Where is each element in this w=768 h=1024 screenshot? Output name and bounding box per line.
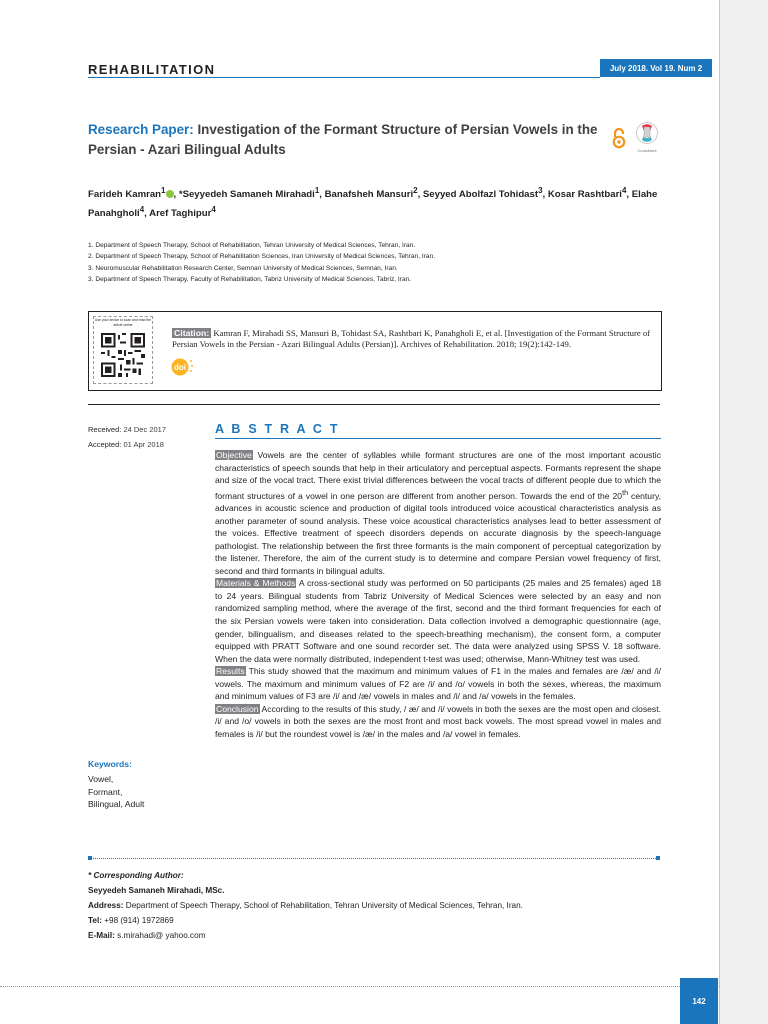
abstract-conclusion: Conclusion According to the results of this study, / æ/ and /i/ vowels in both the sexes are the most open and closest. /i/ and /o/ vowels in both the sexes are the most front and most back vowels. The most spread vowel in males and females is /i/ but the roundest vowel is /æ/ in the males and /a/ vowel in females. <box>215 703 661 739</box>
corresponding-divider <box>88 858 660 859</box>
journal-name: REHABILITATION <box>88 62 216 77</box>
title-prefix: Research Paper: <box>88 122 194 137</box>
affiliation-item: 2. Department of Speech Therapy, School of Rehabilitation Sciences, Iran University of Medical Sciences, Tehran, Iran. <box>88 253 436 261</box>
svg-text:CrossMark: CrossMark <box>637 148 657 153</box>
keyword-item: Vowel, <box>88 774 114 784</box>
section-label: Objective <box>216 450 252 460</box>
author-name: Elahe Panahgholi <box>88 189 658 220</box>
article-title <box>88 120 598 160</box>
accepted-date: Accepted: 01 Apr 2018 <box>88 440 164 449</box>
author-name: Banafsheh Mansuri <box>324 189 414 201</box>
affiliation-item: 3. Department of Speech Therapy, Faculty of Rehabilitation, Tabriz University of Medical Sciences, Tabriz, Iran. <box>88 275 412 283</box>
citation-text <box>172 328 652 350</box>
author-name: Seyyed Abolfazl Tohidast <box>422 189 539 201</box>
right-margin-line <box>719 0 720 1024</box>
open-access-icon[interactable] <box>611 127 627 149</box>
abstract-rule <box>215 438 661 439</box>
abstract-methods: Materials & Methods A cross-sectional study was performed on 50 participants (25 males and 25 females) aged 18 to 24 years. Bilingual students from Tabriz University of Medical Sciences were selected by an easy and non randomized sampling method, where the average of the first, second and the third formant frequencies for each of the six Persian vowels were taken into consideration. Data collection involved a demographic questionnaire (age, gender, bilingualism, and diseases related to the speech-breathing mechanism), the consent form, a computer equipped with PRATT Software and one sound recorder set. The data were analyzed using SPSS V. 18 software. When the data were normally distributed, independent t-test was used; otherwise, Mann-Whitney test was used. <box>215 578 661 664</box>
corresponding-name: Seyyedeh Samaneh Mirahadi, MSc. <box>88 886 225 895</box>
corresponding-author <box>88 868 523 943</box>
orcid-icon[interactable] <box>166 190 174 198</box>
footer-dotted-line <box>0 986 720 987</box>
section-divider <box>88 404 660 405</box>
section-label: Conclusion <box>216 703 259 714</box>
author-name: Farideh Kamran <box>88 189 162 201</box>
crossmark-icon[interactable] <box>633 121 661 155</box>
abstract-heading: A B S T R A C T <box>215 422 340 436</box>
author-name: *Seyyedeh Samaneh Mirahadi <box>178 189 315 201</box>
corresponding-heading: * Corresponding Author: <box>88 871 184 880</box>
article-dates <box>88 422 166 452</box>
affiliation-item: 1. Department of Speech Therapy, School of Rehabilitation, Tehran University of Medical Sciences, Tehran, Iran. <box>88 242 416 249</box>
author-list: Farideh Kamran$^1$ , *Seyyedeh Samaneh Mirahadi$^1$, Banafsheh Mansuri$^2$, Seyyed Abolfazl Tohidast$^3$, Kosar Rashtbari$^4$, Elahe Panahgholi$^4$, Aref Taghipur$^4$ <box>88 186 658 220</box>
keyword-item: Bilingual, Adult <box>88 799 145 809</box>
divider-square <box>656 856 660 860</box>
corresponding-tel: Tel: +98 (914) 1972869 <box>88 916 174 925</box>
qr-code[interactable] <box>101 333 145 377</box>
issue-badge: July 2018. Vol 19. Num 2 <box>600 59 712 77</box>
keyword-item: Formant, <box>88 786 123 797</box>
received-date: Received: 24 Dec 2017 <box>88 425 166 434</box>
affiliations <box>88 240 668 285</box>
divider-square <box>88 856 92 860</box>
abstract-objective: Objective Vowels are the center of syllables while formant structures are one of the most important acoustic characteristics of speech sounds that help in their articulatory and perceptual aspects. Formants represent the shape and size of the vocal tract. There exist trivial differences between the vocal tracts of different people due to which the formant structures of a vowel in one person are different from another person. Towards the end of the 20th century, advances in acoustic science and production of digital tools introduced voice acoustical characteristics analysis as another parameter of sound analysis. These voice acoustical characteristics analyses lead to better assessment of the voices. Effective treatment of speech disorders depends on accurate diagnosis by the speech-language pathologist. The relationship between the first three formants is the main component of perceptual categorization by the listener. Therefore, the aim of the current study is to determine and compare Persian vowel frequency of first, second and third formants in bilingual adults. <box>215 450 662 576</box>
svg-text:doi: doi <box>174 363 186 372</box>
author-name: Aref Taghipur <box>149 208 212 220</box>
author-name: Kosar Rashtbari <box>547 189 622 201</box>
corresponding-email: E-Mail: s.mirahadi@ yahoo.com <box>88 931 206 940</box>
keywords-list <box>88 773 208 811</box>
section-label: Materials & Methods <box>216 578 296 589</box>
corresponding-address: Address: Department of Speech Therapy, School of Rehabilitation, Tehran University of Medical Sciences, Tehran, Iran. <box>88 901 523 910</box>
doi-icon[interactable] <box>171 357 195 377</box>
right-margin-strip <box>720 0 768 1024</box>
header-rule <box>88 77 600 78</box>
page-number: 142 <box>680 978 718 1024</box>
qr-panel <box>93 316 153 384</box>
keywords-heading: Keywords: <box>88 759 132 769</box>
qr-caption: Use your device to scan and read the article online <box>94 318 152 327</box>
section-label: Results <box>216 666 245 677</box>
abstract-body <box>215 449 661 740</box>
citation-box <box>88 311 662 391</box>
abstract-results: Results This study showed that the maximum and minimum values of F1 in the males and females are /æ/ and /i/ vowels. The maximum and minimum values of F2 are /i/ and /o/ vowels in both the sexes, whereas, the maximum and minimum values of F3 are /i/ and /æ/ vowels in males and /i/ and /a/ vowels in the females. <box>215 666 662 702</box>
title-text: Investigation of the Formant Structure of Persian Vowels in the Persian - Azari Bilingual Adults <box>88 122 598 157</box>
citation-label: Citation: <box>174 328 210 338</box>
citation-body: Kamran F, Mirahadi SS, Mansuri B, Tohidast SA, Rashtbari K, Panahgholi E, et al. [Investigation of the Formant Structure of Persian Vowels in the Persian - Azari Bilingual Adults (Persian)]. Archives of Rehabilitation. 2018; 19(2):142-149. <box>172 328 651 349</box>
affiliation-item: 3. Neuromuscular Rehabilitation Research Center, Semnan University of Medical Sciences, Semnan, Iran. <box>88 264 398 272</box>
